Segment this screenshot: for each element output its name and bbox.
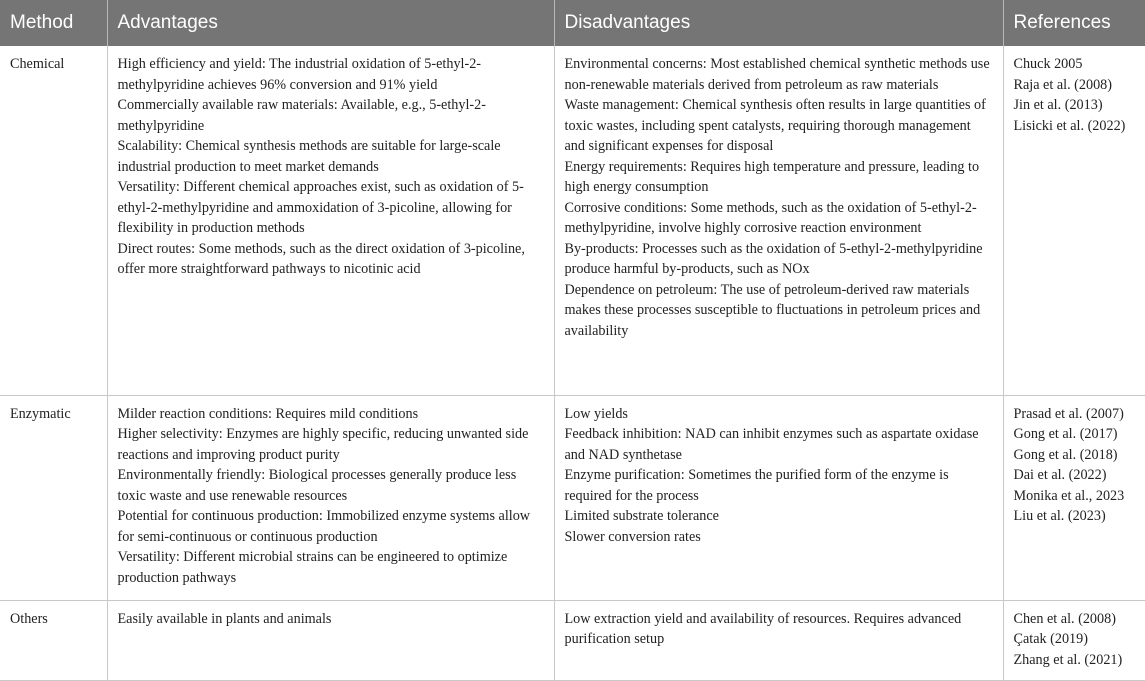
disadvantage-item: Limited substrate tolerance — [564, 508, 719, 524]
reference-item: Raja et al. (2008) — [1013, 76, 1112, 93]
disadvantage-item: Energy requirements: Requires high temperature and pressure, leading to high energy consumption — [564, 158, 980, 195]
advantage-item: Higher selectivity: Enzymes are highly specific, reducing unwanted side reactions and improving product purity — [117, 426, 529, 463]
advantage-item: Environmentally friendly: Biological processes generally produce less toxic waste and use renewable resources — [117, 467, 517, 504]
references-cell — [1003, 395, 1145, 600]
disadvantage-item: Feedback inhibition: NAD can inhibit enzymes such as aspartate oxidase and NAD synthetase — [564, 426, 979, 463]
reference-item: Lisicki et al. (2022) — [1013, 117, 1126, 134]
reference-item: Jin et al. (2013) — [1013, 97, 1103, 113]
reference-item: Dai et al. (2022) — [1013, 467, 1107, 483]
header-row — [0, 0, 1145, 46]
reference-item: Chen et al. (2008) — [1013, 610, 1116, 627]
header-method: Method — [0, 0, 107, 46]
disadvantage-item: Waste management: Chemical synthesis often results in large quantities of toxic wastes, including spent catalysts, requiring thorough management and significant expenses for disposal — [564, 97, 986, 154]
advantage-item: Versatility: Different microbial strains can be engineered to optimize production pathways — [117, 549, 508, 586]
advantage-item: Commercially available raw materials: Available, e.g., 5-ethyl-2-methylpyridine — [117, 97, 486, 134]
reference-item: Liu et al. (2023) — [1013, 508, 1106, 524]
reference-item: Gong et al. (2017) — [1013, 426, 1118, 442]
disadvantage-item: By-products: Processes such as the oxidation of 5-ethyl-2-methylpyridine produce harmful by-products, such as NOx — [564, 240, 983, 277]
table-row — [0, 46, 1145, 395]
advantages-cell — [107, 395, 554, 600]
reference-item: Çatak (2019) — [1013, 631, 1088, 647]
disadvantages-cell — [554, 46, 1003, 395]
advantage-item: Milder reaction conditions: Requires mild conditions — [117, 405, 419, 422]
advantages-cell — [107, 600, 554, 680]
method-cell: Others — [0, 600, 107, 680]
header-references: References — [1003, 0, 1145, 46]
disadvantage-item: Corrosive conditions: Some methods, such as the oxidation of 5-ethyl-2-methylpyridine, involve highly corrosive reaction environment — [564, 199, 977, 236]
advantage-item: Versatility: Different chemical approaches exist, such as oxidation of 5-ethyl-2-methylpyridine and ammoxidation of 3-picoline, allowing for flexibility in production methods — [117, 179, 524, 236]
advantage-item: Easily available in plants and animals — [117, 610, 332, 627]
advantage-item: High efficiency and yield: The industrial oxidation of 5-ethyl-2-methylpyridine achieves 96% conversion and 91% yield — [117, 56, 482, 93]
header-disadvantages: Disadvantages — [554, 0, 1003, 46]
disadvantages-cell — [554, 395, 1003, 600]
reference-item: Monika et al., 2023 — [1013, 487, 1125, 504]
advantage-item: Direct routes: Some methods, such as the direct oxidation of 3-picoline, offer more straightforward pathways to nicotinic acid — [117, 240, 525, 277]
disadvantage-item: Slower conversion rates — [564, 528, 701, 545]
references-cell — [1003, 600, 1145, 680]
reference-item: Zhang et al. (2021) — [1013, 651, 1123, 668]
disadvantage-item: Low extraction yield and availability of resources. Requires advanced purification setup — [564, 610, 962, 647]
disadvantages-cell — [554, 600, 1003, 680]
advantage-item: Potential for continuous production: Immobilized enzyme systems allow for semi-continuous or continuous production — [117, 508, 531, 545]
advantages-cell — [107, 46, 554, 395]
disadvantage-item: Enzyme purification: Sometimes the purified form of the enzyme is required for the process — [564, 467, 949, 504]
references-cell — [1003, 46, 1145, 395]
method-cell: Enzymatic — [0, 395, 107, 600]
disadvantage-item: Environmental concerns: Most established chemical synthetic methods use non-renewable materials derived from petroleum as raw materials — [564, 56, 990, 93]
reference-item: Chuck 2005 — [1013, 56, 1083, 72]
reference-item: Gong et al. (2018) — [1013, 446, 1118, 463]
method-cell: Chemical — [0, 46, 107, 395]
disadvantage-item: Low yields — [564, 405, 628, 422]
table-row — [0, 395, 1145, 600]
header-advantages: Advantages — [107, 0, 554, 46]
table-row — [0, 600, 1145, 680]
disadvantage-item: Dependence on petroleum: The use of petroleum-derived raw materials makes these processes susceptible to fluctuations in petroleum prices and availability — [564, 281, 981, 339]
reference-item: Prasad et al. (2007) — [1013, 405, 1124, 422]
advantage-item: Scalability: Chemical synthesis methods are suitable for large-scale industrial production to meet market demands — [117, 138, 501, 175]
